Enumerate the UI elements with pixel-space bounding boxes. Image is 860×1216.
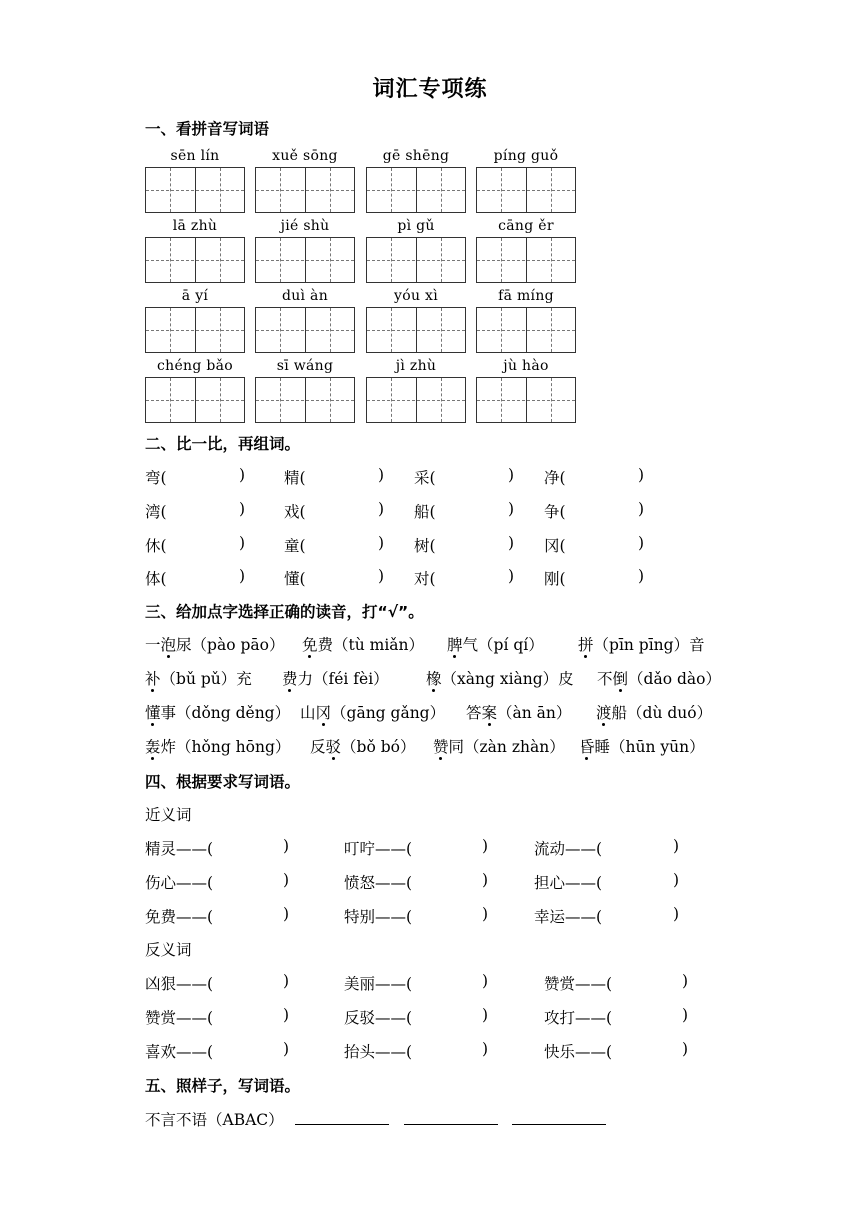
compare-char: 童( xyxy=(284,537,306,555)
dotted-char: 脾 xyxy=(447,636,463,654)
example-line xyxy=(145,1108,616,1130)
close-paren: ) xyxy=(482,1040,489,1058)
pronunciation-item[interactable] xyxy=(145,735,290,757)
antonym-word: 赞赏——( xyxy=(145,1009,214,1027)
dotted-char: 轰 xyxy=(145,738,161,756)
close-paren: ) xyxy=(482,871,489,889)
writing-grid[interactable] xyxy=(476,167,576,213)
pinyin-label: píng guǒ xyxy=(493,148,559,164)
writing-grid[interactable] xyxy=(145,377,245,423)
compare-char: 精( xyxy=(284,469,306,487)
item-suffix: 力（féi fèi） xyxy=(297,670,389,688)
pronunciation-item[interactable] xyxy=(433,735,565,757)
antonym-word: 赞赏——( xyxy=(544,975,613,993)
close-paren: ) xyxy=(638,466,645,484)
pronunciation-item[interactable] xyxy=(145,701,290,723)
compare-char: 争( xyxy=(544,503,566,521)
dotted-char: 懂 xyxy=(145,704,161,722)
antonym-word: 反驳——( xyxy=(344,1009,413,1027)
compare-char: 戏( xyxy=(284,503,306,521)
dotted-char: 驳 xyxy=(325,738,342,756)
item-suffix: （àn ān） xyxy=(497,704,572,722)
dotted-char: 昏 xyxy=(579,738,595,756)
synonym-word: 特别——( xyxy=(344,908,413,926)
close-paren: ) xyxy=(638,567,645,585)
pinyin-label: chéng bǎo xyxy=(156,358,233,374)
antonym-word: 美丽——( xyxy=(344,975,413,993)
dotted-char: 赞 xyxy=(433,738,449,756)
synonym-word: 流动——( xyxy=(534,840,603,858)
item-suffix: 船（dù duó） xyxy=(611,704,713,722)
item-prefix: 反 xyxy=(310,738,326,756)
close-paren: ) xyxy=(682,972,689,990)
writing-grid[interactable] xyxy=(476,237,576,283)
close-paren: ) xyxy=(638,500,645,518)
compare-char: 冈( xyxy=(544,537,566,555)
writing-grid[interactable] xyxy=(145,167,245,213)
item-suffix: （xàng xiàng）皮 xyxy=(441,670,574,688)
answer-blank[interactable] xyxy=(404,1110,498,1125)
pinyin-label: duì àn xyxy=(281,288,329,304)
pinyin-label: pì gǔ xyxy=(397,218,435,234)
item-suffix: （pīn pīng）音 xyxy=(593,636,705,654)
item-suffix: 气（pí qí） xyxy=(462,636,544,654)
synonym-word: 愤怒——( xyxy=(344,874,413,892)
close-paren: ) xyxy=(508,567,515,585)
close-paren: ) xyxy=(638,534,645,552)
close-paren: ) xyxy=(673,905,680,923)
synonym-word: 免费——( xyxy=(145,908,214,926)
compare-char: 刚( xyxy=(544,570,566,588)
synonym-word: 伤心——( xyxy=(145,874,214,892)
section-3-heading: 三、给加点字选择正确的读音，打“√”。 xyxy=(145,603,424,621)
antonym-label: 反义词 xyxy=(145,941,192,959)
pinyin-label: gē shēng xyxy=(382,148,450,164)
antonym-word: 抬头——( xyxy=(344,1043,413,1061)
close-paren: ) xyxy=(682,1040,689,1058)
compare-char: 船( xyxy=(414,503,436,521)
close-paren: ) xyxy=(378,500,385,518)
item-suffix: （bǔ pǔ）充 xyxy=(160,670,252,688)
close-paren: ) xyxy=(239,567,246,585)
close-paren: ) xyxy=(508,534,515,552)
pinyin-label: xuě sōng xyxy=(272,148,338,164)
pronunciation-item[interactable] xyxy=(310,735,415,757)
dotted-char: 倒 xyxy=(612,670,629,688)
antonym-word: 凶狠——( xyxy=(145,975,214,993)
close-paren: ) xyxy=(283,1006,290,1024)
pinyin-label: sī wáng xyxy=(276,358,334,374)
writing-grid[interactable] xyxy=(366,167,466,213)
compare-char: 休( xyxy=(145,537,167,555)
synonym-word: 担心——( xyxy=(534,874,603,892)
section-2-heading: 二、比一比，再组词。 xyxy=(145,435,301,453)
close-paren: ) xyxy=(378,534,385,552)
writing-grid[interactable] xyxy=(366,237,466,283)
writing-grid[interactable] xyxy=(366,307,466,353)
writing-grid[interactable] xyxy=(366,377,466,423)
item-prefix: 答 xyxy=(466,704,482,722)
item-prefix: 山 xyxy=(300,704,316,722)
page-title: 词汇专项练 xyxy=(372,76,488,102)
close-paren: ) xyxy=(239,500,246,518)
close-paren: ) xyxy=(482,837,489,855)
close-paren: ) xyxy=(283,905,290,923)
pinyin-label: cāng ěr xyxy=(498,218,554,234)
antonym-word: 攻打——( xyxy=(544,1009,613,1027)
item-suffix: 炸（hǒng hōng） xyxy=(160,738,291,756)
pinyin-label: fā míng xyxy=(498,288,554,304)
section-1-heading: 一、看拼音写词语 xyxy=(145,120,270,138)
compare-char: 采( xyxy=(414,469,436,487)
synonym-word: 叮咛——( xyxy=(344,840,413,858)
close-paren: ) xyxy=(673,837,680,855)
dotted-char: 免 xyxy=(302,636,318,654)
writing-grid[interactable] xyxy=(255,377,355,423)
writing-grid[interactable] xyxy=(145,237,245,283)
compare-char: 懂( xyxy=(284,570,306,588)
compare-char: 树( xyxy=(414,537,436,555)
pronunciation-item[interactable] xyxy=(145,667,252,689)
close-paren: ) xyxy=(239,466,246,484)
synonym-word: 精灵——( xyxy=(145,840,214,858)
compare-char: 净( xyxy=(544,469,566,487)
close-paren: ) xyxy=(239,534,246,552)
close-paren: ) xyxy=(378,466,385,484)
writing-grid[interactable] xyxy=(255,307,355,353)
dotted-char: 渡 xyxy=(596,704,612,722)
item-suffix: 费（tù miǎn） xyxy=(317,636,425,654)
pinyin-label: yóu xì xyxy=(394,288,438,304)
writing-grid[interactable] xyxy=(476,307,576,353)
close-paren: ) xyxy=(283,1040,290,1058)
compare-char: 体( xyxy=(145,570,167,588)
item-suffix: （gāng gǎng） xyxy=(331,704,446,722)
item-prefix: 不 xyxy=(597,670,613,688)
dotted-char: 补 xyxy=(145,670,161,688)
synonym-label: 近义词 xyxy=(145,806,192,824)
item-suffix: 睡（hūn yūn） xyxy=(594,738,705,756)
writing-grid[interactable] xyxy=(476,377,576,423)
item-prefix: 一 xyxy=(145,636,161,654)
pronunciation-item[interactable] xyxy=(300,701,445,723)
dotted-char: 泡 xyxy=(160,636,177,654)
example-word: 不言不语（ABAC） xyxy=(145,1111,284,1129)
close-paren: ) xyxy=(482,972,489,990)
dotted-char: 费 xyxy=(282,670,298,688)
pinyin-label: lā zhù xyxy=(172,218,218,234)
pronunciation-item[interactable] xyxy=(282,667,389,689)
synonym-word: 幸运——( xyxy=(534,908,603,926)
item-suffix: 事（dǒng děng） xyxy=(160,704,291,722)
antonym-word: 喜欢——( xyxy=(145,1043,214,1061)
pronunciation-item[interactable] xyxy=(597,667,721,689)
pronunciation-item[interactable] xyxy=(466,701,571,723)
item-suffix: 同（zàn zhàn） xyxy=(448,738,565,756)
pronunciation-item[interactable] xyxy=(596,701,712,723)
compare-char: 湾( xyxy=(145,503,167,521)
pinyin-label: jié shù xyxy=(280,218,330,234)
dotted-char: 案 xyxy=(481,704,498,722)
close-paren: ) xyxy=(482,1006,489,1024)
pinyin-label: jù hào xyxy=(503,358,549,374)
pronunciation-item[interactable] xyxy=(426,667,574,689)
item-suffix: （bǒ bó） xyxy=(341,738,416,756)
compare-char: 对( xyxy=(414,570,436,588)
close-paren: ) xyxy=(508,466,515,484)
answer-blank[interactable] xyxy=(512,1110,606,1125)
close-paren: ) xyxy=(283,837,290,855)
dotted-char: 橡 xyxy=(426,670,442,688)
close-paren: ) xyxy=(673,871,680,889)
compare-char: 弯( xyxy=(145,469,167,487)
pronunciation-item[interactable] xyxy=(145,633,284,655)
writing-grid[interactable] xyxy=(145,307,245,353)
item-suffix: 尿（pào pāo） xyxy=(176,636,285,654)
antonym-word: 快乐——( xyxy=(544,1043,613,1061)
writing-grid[interactable] xyxy=(255,167,355,213)
close-paren: ) xyxy=(283,871,290,889)
pronunciation-item[interactable] xyxy=(578,633,705,655)
dotted-char: 冈 xyxy=(315,704,332,722)
close-paren: ) xyxy=(482,905,489,923)
close-paren: ) xyxy=(283,972,290,990)
section-4-heading: 四、根据要求写词语。 xyxy=(145,773,301,791)
pronunciation-item[interactable] xyxy=(447,633,544,655)
dotted-char: 拼 xyxy=(578,636,594,654)
pinyin-label: ā yí xyxy=(181,288,209,304)
writing-grid[interactable] xyxy=(255,237,355,283)
close-paren: ) xyxy=(508,500,515,518)
pronunciation-item[interactable] xyxy=(302,633,424,655)
pinyin-label: sēn lín xyxy=(170,148,220,164)
close-paren: ) xyxy=(378,567,385,585)
pinyin-label: jì zhù xyxy=(395,358,437,374)
close-paren: ) xyxy=(682,1006,689,1024)
section-5-heading: 五、照样子，写词语。 xyxy=(145,1077,301,1095)
pronunciation-item[interactable] xyxy=(579,735,705,757)
answer-blank[interactable] xyxy=(295,1110,389,1125)
item-suffix: （dǎo dào） xyxy=(628,670,721,688)
